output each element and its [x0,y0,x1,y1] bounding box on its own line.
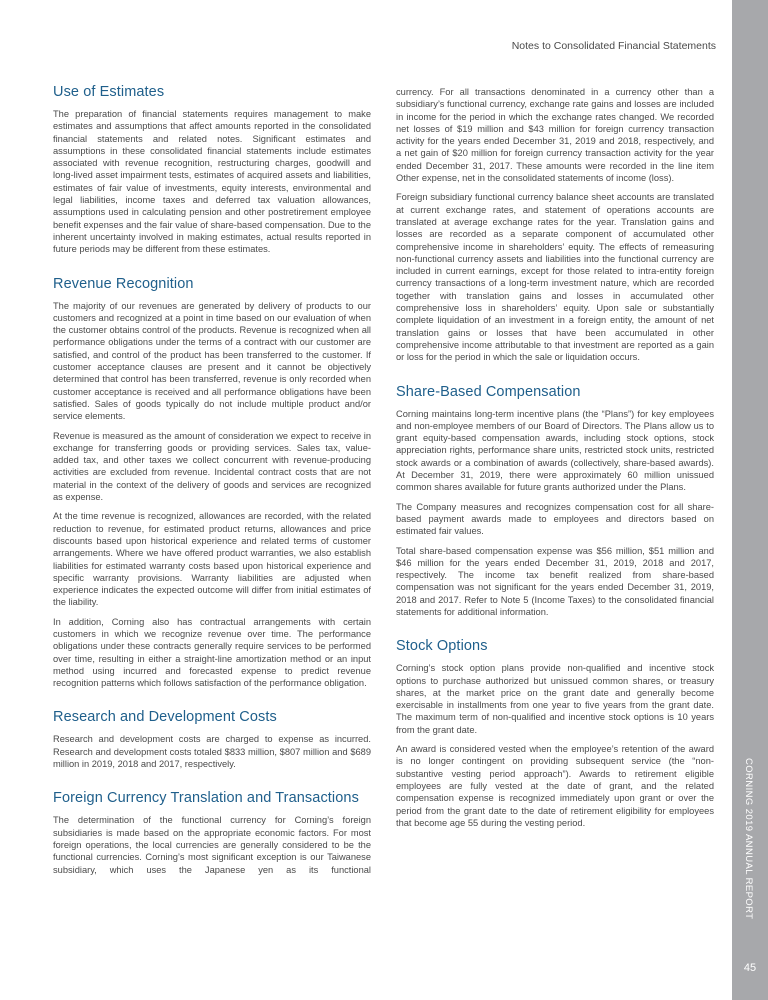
report-title-vertical: CORNING 2019 ANNUAL REPORT [743,758,754,920]
paragraph: The Company measures and recognizes compensation cost for all share-based payment awards made to employees and directors based on estimated fair values. [396,501,714,537]
section-revenue-recognition [53,276,371,690]
paragraph: An award is considered vested when the employee’s retention of the award is no longer contingent on providing subsequent service (the “non-substantive vesting period approach”). Awards to retirement eligible employees are fully vested at the date of grant, and the related compensation expense is recognized immediately upon grant or over the period from the grant date to the date of retirement eligibility for employees that become age 55 during the vesting period. [396,744,714,828]
paragraph: Corning maintains long-term incentive plans (the “Plans”) for key employees and non-employee members of our Board of Directors. The Plans allow us to grant equity-based compensation awards, including stock options, stock appreciation rights, performance share units, restricted stock units, restricted stock awards or a combination of awards (collectively, share-based awards). At December 31, 2019, there were approximately 60 million unissued common shares available for future grants authorized under the Plans. [396,408,714,493]
paragraph: Research and development costs are charged to expense as incurred. Research and development costs totaled $833 million, $807 million and $689 million in 2019, 2018 and 2017, respectively. [53,734,371,770]
section-share-based-compensation [396,384,714,619]
paragraph: The preparation of financial statements requires management to make estimates and assumptions that affect amounts reported in the consolidated financial statements and related notes. Significant estimates and assumptions in these consolidated financial statements include estimates associated with revenue recognition, restructuring charges, goodwill and long-lived asset impairment tests, estimates of acquired assets and liabilities, estimates of fair value of investments, equity interests, environmental and legal liabilities, income taxes and deferred tax valuation allowances, assumptions used in calculating pension and other postretirement employee benefit expenses and the fair value of share-based compensation. Due to the inherent uncertainty involved in making estimates, actual results reported in future periods may be different from these estimates. [53,109,371,255]
section-heading: Share-Based Compensation [396,383,581,400]
paragraph: The determination of the functional currency for Corning’s foreign subsidiaries is made based on the appropriate economic factors. For most foreign operations, the local currencies are generally considered to be the functional currencies. Corning’s most significant exception is our Taiwanese subsidiary, which uses the Japanese yen as its functional [53,815,371,875]
paragraph: Foreign subsidiary functional currency balance sheet accounts are translated at current exchange rates, and statement of operations accounts are translated at average exchange rates for the year. Translation gains and losses are recorded as a separate component of accumulated other comprehensive income in shareholders’ equity. The effects of remeasuring non-functional currency assets and liabilities into the functional currency are included in current earnings, except for those related to intra-entity foreign currency transactions of a long-term investment nature, which are recorded together with translation gains and losses in accumulated other comprehensive loss in shareholders’ equity. Upon sale or substantially complete liquidation of an investment in a foreign entity, the amount of net translation gains or losses that have been accumulated in other comprehensive income attributable to that investment are reported as a gain or loss for the period in which the sale or liquidation occurs. [396,192,714,363]
paragraph: Total share-based compensation expense was $56 million, $51 million and $46 million for the years ended December 31, 2019, 2018 and 2017, respectively. The income tax benefit realized from share-based compensation was not significant for the years ended December 31, 2019, 2018 and 2017. Refer to Note 5 (Income Taxes) to the consolidated financial statements for additional information. [396,545,714,617]
paragraph: At the time revenue is recognized, allowances are recorded, with the related reduction to revenue, for estimated product returns, allowances and price discounts based upon historical experience and related terms of customer arrangements. Where we have offered product warranties, we also establish liabilities for estimated warranty costs based upon historical experience and specific warranty provisions. Warranty liabilities are adjusted when experience indicates the expected outcome will differ from initial estimates of the liability. [53,511,371,608]
page-number: 45 [743,962,757,974]
left-column [53,84,371,883]
section-research-development-costs [53,709,371,770]
section-use-of-estimates [53,84,371,256]
running-header: Notes to Consolidated Financial Statements [511,40,716,52]
section-heading: Research and Development Costs [53,709,277,726]
paragraph: currency. For all transactions denominated in a currency other than a subsidiary’s functional currency, exchange rate gains and losses are included in income for the period in which the exchange rates changed. We recorded net losses of $19 million and $43 million for foreign currency transaction activity for the years ended December 31, 2019 and 2018, respectively, and a net gain of $20 million for foreign currency transaction activity for the year ended December 31, 2017. These amounts were recorded in the line item Other expense, net in the consolidated statements of income (loss). [396,87,714,184]
section-heading: Foreign Currency Translation and Transactions [53,790,359,807]
section-foreign-currency [53,790,371,875]
section-heading: Revenue Recognition [53,275,194,292]
paragraph: The majority of our revenues are generated by delivery of products to our customers and recognized at a point in time based on our evaluation of when the customer obtains control of the products. Revenue is recognized when all performance obligations under the terms of a contract with our customer are satisfied, and control of the product has been transferred to the customer. If customer acceptance clauses are present and it cannot be objectively determined that control has been transferred, revenue is only recorded when customer acceptance is received and all performance obligations have been satisfied. Sales of goods typically do not include multiple product and/or service elements. [53,300,371,422]
section-foreign-currency-continued [396,86,714,364]
section-stock-options [396,638,714,829]
paragraph: In addition, Corning also has contractual arrangements with certain customers in which we recognize revenue over time. The performance obligations under these contracts generally require services to be performed over time, resulting in either a straight-line amortization method or an input method using incurred and forecasted expense to predict revenue recognition patterns which follows satisfaction of the performance obligation. [53,616,371,689]
paragraph: Revenue is measured as the amount of consideration we expect to receive in exchange for transferring goods or providing services. Sales tax, value-added tax, and other taxes we collect concurrent with revenue-producing activities are excluded from revenue. Incidental contract costs that are not material in the context of the delivery of goods and services are recognized as expense. [53,430,371,503]
section-heading: Use of Estimates [53,84,165,100]
right-column [396,86,714,836]
paragraph: Corning’s stock option plans provide non-qualified and incentive stock options to purchase authorized but unissued common shares, or treasury shares, at the market price on the grant date and generally become exercisable in installments from one year to five years from the grant date. The maximum term of non-qualified and incentive stock options is 10 years from the grant date. [396,663,714,735]
sidebar-band [732,0,768,1000]
section-heading: Stock Options [396,638,488,655]
